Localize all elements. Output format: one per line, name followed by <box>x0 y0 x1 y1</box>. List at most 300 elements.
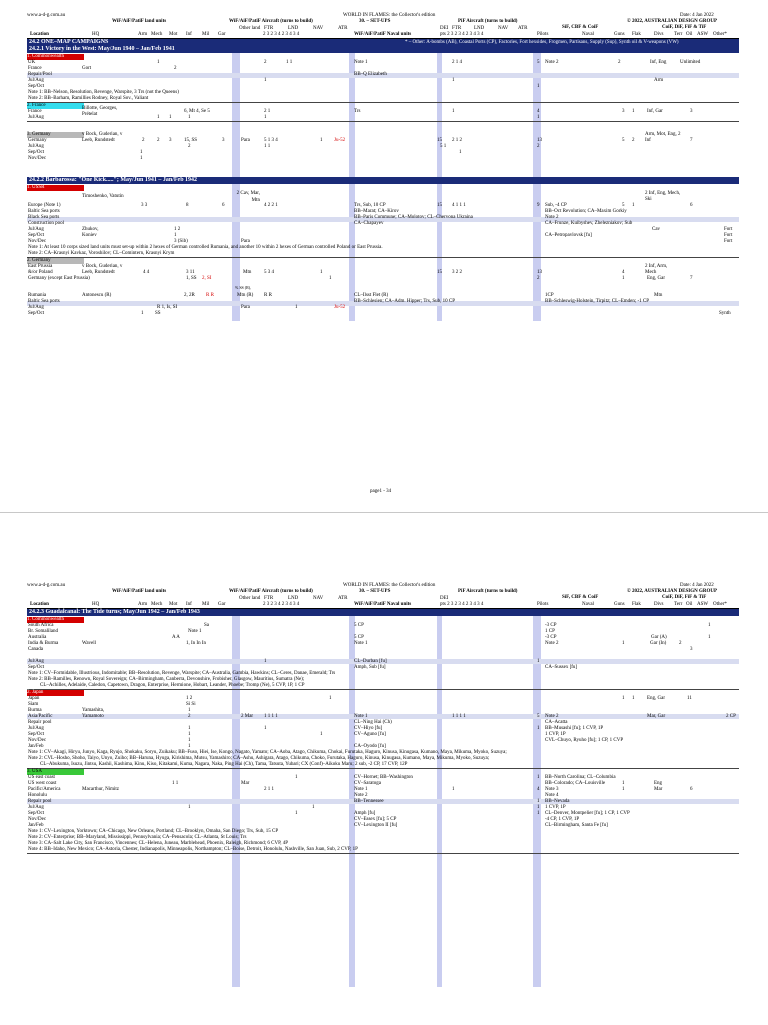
row-rule-3 <box>27 257 739 258</box>
row-sep-oct-u: Sep/Oct <box>28 233 45 238</box>
cell-naval-bb: BB–Q Elizabeth <box>354 72 387 77</box>
row-baltic-2: Baltic Sea ports <box>28 299 60 304</box>
cell-jul-g2: R 1, Is, SI <box>157 305 178 310</box>
cell-divs-u: 2 Inf, Eng, Mech, Ski <box>645 191 681 202</box>
cell-ju52: Ju-52 <box>334 138 346 143</box>
cell-naval2-us: CV–Saratoga <box>354 781 381 786</box>
col-mech-2: Mech <box>151 602 163 607</box>
hq-rumania: Antonescu (R) <box>82 293 112 298</box>
row-jul-aug: Jul/Aug <box>28 78 44 83</box>
cell-terr-fr: 3 <box>690 109 693 114</box>
row-east-prussia: East Prussia <box>28 264 53 269</box>
cell-guns-c1: 1 <box>622 641 625 646</box>
cell-sif6-us: 1 CVP, 1P <box>545 805 566 810</box>
cell-rum-sif: 1CP <box>545 293 554 298</box>
cell-flak-g2: 1 <box>622 276 625 281</box>
cell-jul-pif: 1 <box>452 78 455 83</box>
hq-ussr-2: Zhukov, Koniev <box>82 227 99 238</box>
cell-red-g2: 2, SI <box>202 276 212 281</box>
cell-sif9-us: CL–Birmingham, Santa Fe [fu] <box>545 823 608 828</box>
row-nov-dec-3: Nov/Dec <box>28 156 47 161</box>
cell-other-small-g2: % SS (R), <box>235 285 252 290</box>
col-mil: Mil <box>202 32 210 37</box>
cell-guns-u: 5 <box>622 203 625 208</box>
cell-jul-pilots-ger: 2 <box>537 144 540 149</box>
cell-guns-j: 1 <box>622 696 625 701</box>
row-honolulu: Honolulu <box>28 793 47 798</box>
cell-inf3-j: 1 <box>188 708 191 713</box>
note-c1-3: CL–Achilles, Adelaide, Caledon, Capetown, Dragon, Enterprise, Hermione, Hobart, Leander, Phoebe; Tromp (Ne), 5 CVP, 1P, 1 CP <box>40 683 305 688</box>
cell-naval-u3: BB–Paris Commune; CA–Molotov; CL–Chervona Ukraina <box>354 215 473 220</box>
note-us-1: Note 1: CV–Lexington, Yorktown; CA–Chicago, New Orleans, Portland; CL–Brooklyn, Omaha, San Diego; Trs, Sub, 15 CP <box>28 829 279 834</box>
cell-pilots: 5 <box>537 60 540 65</box>
cell-sep-nav-us: 1 <box>295 811 298 816</box>
cell-dei-u: 15 <box>437 203 442 208</box>
row-rumania: Rumania <box>28 293 47 298</box>
hq-germany: v Bock, Guderian, v Leeb, Rundstedt <box>82 132 123 143</box>
cell-flak-us: 1 <box>622 787 625 792</box>
sif-header-2: SiF, CBF & CoiF <box>562 595 599 600</box>
cell-inf-ger: 15, SS <box>184 138 198 143</box>
col-asw: ASW <box>697 32 709 37</box>
row-rule-5 <box>27 768 739 769</box>
col-divs: Divs <box>654 32 664 37</box>
cell-jul-ftr-ger: 1 1 <box>264 144 271 149</box>
cell-inf-j: 1 2 <box>186 696 193 701</box>
cell-rum-naval: CL–Ilsst Flet (R) <box>354 293 389 298</box>
cell-ftr-us: 2 1 1 <box>264 787 274 792</box>
row-jan-feb-j: Jan/Feb <box>28 744 44 749</box>
row-sep-oct-j: Sep/Oct <box>28 732 45 737</box>
cell-ftr-u: 4 2 2 1 <box>264 203 278 208</box>
col-hq: HQ <box>92 32 100 37</box>
copyright: © 2022, AUSTRALIAN DESIGN GROUP <box>627 19 717 24</box>
cell-divs-fr: Inf, Gar <box>647 109 663 114</box>
cell-naval4-j: CV–Aguno [fu] <box>354 732 386 737</box>
cell-divs-g2: 2 Inf, Arm, Mech <box>645 264 668 275</box>
col-pilots-2: Pilots <box>537 602 549 607</box>
row-france: France <box>28 66 42 71</box>
cell-sif-c1: -3 CP <box>545 623 557 628</box>
cell-other-ger: Para <box>241 138 250 143</box>
cell-si-j: Si Si <box>186 702 196 707</box>
cell-other-g2: Mtn <box>243 270 252 275</box>
row-jul-aug-u: Jul/Aug <box>28 227 44 232</box>
dei-column <box>437 53 442 177</box>
cell-terr4-c1: 3 <box>690 647 693 652</box>
col-naval-2: WiF/AiF/PatiF Naval units <box>354 602 412 607</box>
hq-wavell: Wavell <box>82 641 97 646</box>
note-2: Note 2: BB–Barham, Ramillies Rodney, Royal Sov., Valiant <box>28 96 149 101</box>
cell-sif4-j: 1 CVP, 1P <box>545 732 566 737</box>
cell-sif2-j: CA–Acatta <box>545 720 568 725</box>
cell-pif-g2: 3 2 2 <box>452 270 462 275</box>
cell-divs-j: Eng, Gar <box>647 696 666 701</box>
row-canada: Canada <box>28 647 43 652</box>
col-inf: Inf <box>186 32 192 37</box>
cell-arm: 1 <box>157 60 160 65</box>
repair-pool-band-2 <box>27 714 739 719</box>
col-location-2: Location <box>30 602 49 607</box>
cell-nav-us: 1 <box>295 775 298 780</box>
cell-jul-us: 1 <box>188 805 191 810</box>
cell-naval4-us: Note 2 <box>354 793 368 798</box>
cell-sif-u2: BB–Oct Revolution; CA–Maxim Gorkiy <box>545 209 627 214</box>
col-mot-2: Mot <box>169 602 178 607</box>
note-j-1: Note 1: CV–Akagi, Hiryu, Junyo, Kaga, Ryujo, Shokaku, Soryu, Zuikaku; BB–Fuso, Hiei, Ise, Kongo, Nagato, Yamato; CA–Aoba, Atago, Chikuma, Chokai, Furutaka, Haguro, Kinusa, Kinugasa, Kumano, Maya, Mikuma, Myoko, Suzuya; <box>28 750 507 755</box>
cell-mech: 1 <box>157 115 160 120</box>
cell-naval2-j: CL–Ning Hai (Ch) <box>354 720 392 725</box>
cell-cav-u: Cav <box>652 227 661 232</box>
row-europe: Europe (Note 1) <box>28 203 61 208</box>
nation-japan: 2. Japan <box>27 690 84 696</box>
col-mot: Mot <box>169 32 178 37</box>
col-terr-2: Terr <box>674 602 683 607</box>
cell-pil3-us: 1 <box>537 805 540 810</box>
col-arm-2: Arm <box>138 602 148 607</box>
hq-ussr: Timoshenko, Vatutin <box>82 194 124 199</box>
cell-pil5-us: 1 <box>537 775 540 780</box>
cell-naval-j: Note 1 <box>354 714 368 719</box>
cell-divs2-g2: Eng, Gar <box>647 276 666 281</box>
cell-sep-sif-u: CA–Petropavlovsk [fu] <box>545 233 592 238</box>
row-us-east: US east coast <box>28 775 55 780</box>
row-rule-4 <box>27 689 739 690</box>
cell-jul-j: 1 <box>188 726 191 731</box>
note-us-3: Note 3: CA–Salt Lake City, San Francisco, Vincennes; CL–Helena, Juneau, Marblehead, Phoenix, Raleigh, Richmond; 6 CVP, 4P <box>28 841 289 846</box>
cell-arm-u: 3 3 <box>141 203 148 208</box>
cell-divs2-c1: Gar (In) <box>650 641 667 646</box>
cell-arm-g2: 4 4 <box>143 270 150 275</box>
cell-dei-ger: 15 <box>437 138 442 143</box>
col-lnd: LND <box>288 26 299 31</box>
cell-naval5-us: BB–Tennessee <box>354 799 384 804</box>
cell-other-col-j: 2 CP <box>726 714 736 719</box>
cell-naval-fr: Trs <box>354 109 361 114</box>
cell-sep-naval-c1: Amph, Sub [fu] <box>354 665 386 670</box>
cell-sep-pilots: 1 <box>537 84 540 89</box>
cell-sif-u4: CA–Frunze, Kuibyshev, Zhelezniakov; Sub <box>545 221 633 226</box>
coif-header-2: CoiF, DiF, FiF & TiF <box>662 595 707 600</box>
col-other-2: Other* <box>713 602 727 607</box>
document-page-1 <box>0 0 768 512</box>
row-rule-6 <box>27 853 739 854</box>
note-c1-1: Note 1: CV–Formidable, Illustrious, Indomitable; BB–Resolution, Revenge, Warspite; CA–Australia, Gambia, Hawkins; CL–Ceres, Danae, Emerald; Trs <box>28 671 336 676</box>
col-inf-2: Inf <box>186 602 192 607</box>
cell-jul-ftr: 1 <box>264 78 267 83</box>
cell-sif: Note 2 <box>545 60 559 65</box>
cell-pil4-us: 1 <box>537 811 540 816</box>
cell-guns: 2 <box>618 60 621 65</box>
row-jul-aug-g: Jul/Aug <box>28 305 44 310</box>
doc-title: WORLD IN FLAMES: the Collector's edition <box>343 13 436 18</box>
land-units-header-2: WiF/AiF/PatiF land units <box>112 589 167 594</box>
row-us-west: US west coast <box>28 781 57 786</box>
nation-germany: 3. Germany <box>27 132 84 138</box>
cell-gar-ger: 3 <box>222 138 225 143</box>
col-mech: Mech <box>151 32 163 37</box>
cell-nov-inf-u: 3 (Sib) <box>174 239 188 244</box>
cell-jul-ftr-j: 1 <box>264 726 267 731</box>
cell-sep-pif-ger: 1 <box>459 150 462 155</box>
col-flak-2: Flak <box>632 602 641 607</box>
row-sep-oct-c2: Sep/Oct <box>28 665 45 670</box>
coif-header: CoiF, DiF, FiF & TiF <box>662 25 707 30</box>
cell-sep-sif-c1: CA–Sussex [fu] <box>545 665 578 670</box>
setups-header: 30. – SET-UPS <box>359 19 391 24</box>
col-gar: Gar <box>218 32 226 37</box>
col-naval2-2: Naval <box>582 602 594 607</box>
cell-jul-inf-u: 1 2 <box>174 227 181 232</box>
cell-pilots-u: 9 <box>537 203 540 208</box>
cell-jan-j: 1 <box>188 744 191 749</box>
cell-naval-u4: CA–Chapayev <box>354 221 384 226</box>
doc-date: Date: 4 Jan 2022 <box>680 13 714 18</box>
row-repair-pool: Repair/Pool <box>28 72 52 77</box>
cell-naval5-j: CA–Oyodo [fu] <box>354 744 386 749</box>
cell-guns-ger: 5 <box>622 138 625 143</box>
col-digits-pif: pts 2 3 2 3 4 2 3 4 3 4 <box>440 32 484 37</box>
col-nav-2: NAV <box>313 596 324 601</box>
row-germany: Germany <box>28 138 47 143</box>
cell-terr-ger: 7 <box>690 138 693 143</box>
cell-terr2-c1: 2 <box>679 641 682 646</box>
cell-sif8-us: -4 CP, 1 CVP, 1P <box>545 817 580 822</box>
cell-rum-r: R R <box>206 293 214 298</box>
cell-jul-nav-us: 1 <box>312 805 315 810</box>
row-rule-2 <box>27 121 739 122</box>
cell-pilots-fr: 4 <box>537 109 540 114</box>
cell-inf-fr: 6, Mt 4, Se 5 <box>184 109 210 114</box>
cell-ftr-fr: 2 1 <box>264 109 271 114</box>
copyright-2: © 2022, AUSTRALIAN DESIGN GROUP <box>627 589 717 594</box>
cell-sep-mot-ger: 1 <box>140 150 143 155</box>
col-other: Other* <box>713 32 727 37</box>
cell-terr-g2: 7 <box>690 276 693 281</box>
row-repair-pool-us: Repair pool <box>28 799 52 804</box>
col-nav-pif: NAV <box>498 26 509 31</box>
row-asia-pacific: Asia/Pacific <box>28 714 53 719</box>
note-j-3: CL–Abukuma, Isuzu, Jintsu, Kashii, Kashima, Kinu, Kiso, Kitakami, Kuma, Nagara, Naka, Ping Hai (Ch), Tama, Tatsuta, Yubari; CX (Conf)–Aikoku Maru; 2 sub, -2 CP, 17 CVP, 12P <box>40 762 408 767</box>
row-poland: &/or Poland <box>28 270 53 275</box>
col-gar-2: Gar <box>218 602 226 607</box>
cell-guns-fr: 3 <box>622 109 625 114</box>
cell-sep-inf-u: 1 <box>174 233 177 238</box>
row-burma: Burma <box>28 708 42 713</box>
nation-commonwealth-2: 1. Commonwealth <box>27 617 84 623</box>
cell-naval3-j: CV–Hiyo [fu] <box>354 726 383 731</box>
cell-divs-us: Eng <box>654 781 663 786</box>
cell-pif-ger: 2 1 2 <box>452 138 462 143</box>
cell-divs: Inf, Eng <box>650 60 667 65</box>
document-page-2 <box>0 512 768 1025</box>
hq-germany-2: v Bock, Guderian, v Leeb, Rundstedt <box>82 264 123 275</box>
note-1: Note 1: BB–Nelson, Resolution, Revenge, Warspite, 3 Trs (not the Queens) <box>28 90 179 95</box>
note-c1-2: Note 2: BB–Ramilles, Renown, Royal Sovereign; CA–Birmingham, Canberra, Devonshire, Frobisher, Glasgow, Mauritius, Sumatra (Ne); <box>28 677 305 682</box>
nation-germany-2: 2. Germany <box>27 258 84 264</box>
cell-pif-u: 4 1 1 1 <box>452 203 466 208</box>
cell-lnd: 1 1 <box>286 60 293 65</box>
row-south-africa: South Africa <box>28 623 54 628</box>
row-jul-aug-2: Jul/Aug <box>28 115 44 120</box>
cell-jul-pilots-j: 1 <box>537 726 540 731</box>
cell-mot: 1 <box>169 115 172 120</box>
col-hq-2: HQ <box>92 602 100 607</box>
cell-ju52-g2: Ju-52 <box>334 305 346 310</box>
cell-inf-us: 1 1 <box>172 781 179 786</box>
hq-france: Billotte, Georges, Prételat <box>82 106 118 117</box>
cell-jul-ftr-c1: 1 <box>264 659 267 664</box>
cell-flak-ger: 2 <box>632 138 635 143</box>
col-naval: WiF/AiF/PatiF Naval units <box>354 32 412 37</box>
cell-flak-fr: 1 <box>632 109 635 114</box>
cell-naval-us: CV–Hornet; BB–Washington <box>354 775 413 780</box>
cell-inf-u: 8 <box>186 203 189 208</box>
cell-sep-gar-g2: SS <box>155 311 161 316</box>
cell-naval3-us: Note 1 <box>354 787 368 792</box>
cell-terr3-c1: 1 <box>708 635 711 640</box>
cell-pilots-ger: 13 <box>537 138 542 143</box>
cell-nov-mot-ger: 1 <box>140 156 143 161</box>
aircraft-build-header-2: WiF/AiF/PatiF Aircraft (turns to build) <box>229 589 313 594</box>
cell-pif-j: 1 1 1 1 <box>452 714 466 719</box>
col-arm: Arm <box>138 32 148 37</box>
cell-arm2: Arm <box>654 78 664 83</box>
cell-atr2-g2: 1 <box>329 276 332 281</box>
cell-fort-3: Fort <box>724 239 733 244</box>
cell-guns-g2: 4 <box>622 270 625 275</box>
cell-sif-us: BB–North Carolina; CL–Columbia <box>545 775 616 780</box>
cell-naval3-c1: Note 1 <box>354 641 368 646</box>
cell-naval: Note 1 <box>354 60 368 65</box>
note-us-4: Note 4: BB–Idaho, New Mexico; CA–Astoria, Chester, Indianapolis, Minneapolis, Northampton; CL–Boise, Detroit, Honolulu, Nashville, San Juan, Sub, 2 CVP, 1P <box>28 847 358 852</box>
row-jan-feb-us: Jan/Feb <box>28 823 44 828</box>
col-pilots: Pilots <box>537 32 549 37</box>
cell-jul-pilots-fr: 1 <box>537 115 540 120</box>
col-other-land: Other land <box>239 26 261 31</box>
cell-sif5-j: CVL–Chuyo, Ryuho [fu]; 1 CP, 1 CVP <box>545 738 624 743</box>
cell-dei-g2: 15 <box>437 270 442 275</box>
cell-terr-c1: 1 <box>708 623 711 628</box>
cell-synth: Synth <box>719 311 731 316</box>
note-j-2: Note 2: CVL–Hosho, Shoho, Taiyo, Unyo, Zuiho; BB–Haruna, Hyuga, Kirishima, Mutsu, Yamashiro; CA–Ashu, Ashigara, Atago, Chikuma, Choko, Furutaka, Haguro, Kinusa, Kinugasa, Kumano, Maya, Mikuma, Myoko, Suzuya; <box>28 756 490 761</box>
cell-nov-other-u: Para <box>241 239 250 244</box>
cell-terr-us: 6 <box>690 787 693 792</box>
sif-header: SiF, CBF & CoiF <box>562 25 599 30</box>
row-germany-ex: Germany (except East Prussia) <box>28 276 90 281</box>
cell-other-j: 2 Mar <box>241 714 254 719</box>
cell-pilots-g2: 13 <box>537 270 542 275</box>
cell-nov-j: 1 <box>188 738 191 743</box>
col-other-land-2: Other land <box>239 596 261 601</box>
cell-sif7-us: CL–Denver, Montpelier [fu]; 1 CP, 1 CVP <box>545 811 630 816</box>
cell-inf4-j: 2 <box>188 714 191 719</box>
note-ussr-2: Note 2: CA–Krasnyi Kavkaz, Voroshilov; CL–Comintern, Krasnyi Krym <box>28 251 175 256</box>
col-dei: DEI <box>440 26 449 31</box>
col-naval2: Naval <box>582 32 594 37</box>
nation-ussr: 1. USSR <box>27 185 84 191</box>
cell-sif5-us: BB–Nevada <box>545 799 570 804</box>
cell-jul-pif-ger: 5 1 <box>440 144 447 149</box>
cell-naval-u1: Trs, Sub, 10 CP <box>354 203 386 208</box>
cell-pil2-us: 1 <box>537 799 540 804</box>
cell-fort-1: Fort <box>724 227 733 232</box>
col-nav: NAV <box>313 26 324 31</box>
cell-jul-ftr-fr: 1 <box>264 115 267 120</box>
row-jul-aug-c2: Jul/Aug <box>28 659 44 664</box>
pif-aircraft-header: PiF Aircraft (turns to build) <box>458 19 518 24</box>
row-sep-oct-3: Sep/Oct <box>28 150 45 155</box>
cell-other-us: Mar <box>241 781 250 786</box>
note-ussr-1: Note 1: At least 10 corps sized land units must set-up within 2 hexes of German controlled Rumania, and another 10 within 2 hexes of German controlled Poland or East Prussia. <box>28 245 383 250</box>
col-digits: 2 3 2 3 4 2 3 4 3 4 <box>263 32 300 37</box>
row-france-2: France <box>28 109 42 114</box>
row-jul-aug-j: Jul/Aug <box>28 726 44 731</box>
section-title-3: 24.2.3 Guadalcanal: The Tide turns; May/Jun 1942 – Jan/Feb 1943 <box>29 609 200 615</box>
col-oil-2: Oil <box>686 602 693 607</box>
row-jul-aug-us: Jul/Aug <box>28 805 44 810</box>
cell-atr-ger: 1 <box>320 138 323 143</box>
cell-sif-j: Note 2 <box>545 714 559 719</box>
row-nov-dec-j: Nov/Dec <box>28 738 47 743</box>
section-title-1: 24.2.1 Victory in the West: May/Jun 1940 – Jan/Feb 1941 <box>29 46 175 52</box>
cell-pilots2-g2: 2 <box>537 276 540 281</box>
cell-sep-mot-g2: 1 <box>141 311 144 316</box>
row-black-sea: Black Sea ports <box>28 215 60 220</box>
cell-terr-u: 6 <box>690 203 693 208</box>
doc-date-2: Date: 4 Jan 2022 <box>680 583 714 588</box>
cell-other-u: 2 Cav, Mar, Mtn <box>236 191 260 203</box>
cell-pif: 2 1 4 <box>452 60 462 65</box>
cell-divs2-j: Mar, Gar <box>647 714 666 719</box>
col-ftr: FTR <box>264 26 274 31</box>
cell-c1-somali: Note 1 <box>188 629 202 634</box>
cell-sif2-c1: 1 CP <box>545 629 555 634</box>
col-guns-2: Guns <box>614 602 625 607</box>
cell-jul-inf-ger: 2 <box>188 144 191 149</box>
cell-rum-mtn: Mtn <box>654 293 663 298</box>
other-land-column <box>232 53 240 177</box>
cell-nav-j: 1 <box>329 696 332 701</box>
col-lnd-2: LND <box>288 596 299 601</box>
row-uk: UK <box>28 60 36 65</box>
row-siam: Siam <box>28 702 39 707</box>
cell-atr-g2: 1 <box>320 270 323 275</box>
cell-sep-nav-j: 1 <box>320 732 323 737</box>
cell-other2-g2: Mtn (R) <box>237 293 254 298</box>
row-india: India & Burma <box>28 641 59 646</box>
col-guns: Guns <box>614 32 625 37</box>
pif-aircraft-header-2: PiF Aircraft (turns to build) <box>458 589 518 594</box>
cell-inf2-c1: 1, In In In <box>186 641 206 646</box>
row-japan: Japan <box>28 696 40 701</box>
cell-rum-ftr: R R <box>264 293 272 298</box>
col-dei-2: DEI <box>440 596 449 601</box>
col-digits-pif-2: pts 2 3 2 3 4 2 3 4 3 4 <box>440 602 484 607</box>
hq-gort: Gort <box>82 66 92 71</box>
row-repair-pool-j: Repair pool <box>28 720 52 725</box>
nation-commonwealth: 1. Commonwealth <box>27 54 84 60</box>
cell-sif3-c1: -3 CP <box>545 635 557 640</box>
row-sep-oct: Sep/Oct <box>28 84 45 89</box>
cell-arm-ger: 2 <box>142 138 145 143</box>
cell-naval8-us: CV–Lexington II [fu] <box>354 823 398 828</box>
cell-divs2-us: Mar <box>654 787 663 792</box>
cell-mech-ger: 2 <box>157 138 160 143</box>
cell-ftr: 2 <box>264 60 267 65</box>
hq-japan: Yamashita, Yamamoto <box>82 708 105 719</box>
site-url: www.a-d-g.com.au <box>27 13 66 18</box>
